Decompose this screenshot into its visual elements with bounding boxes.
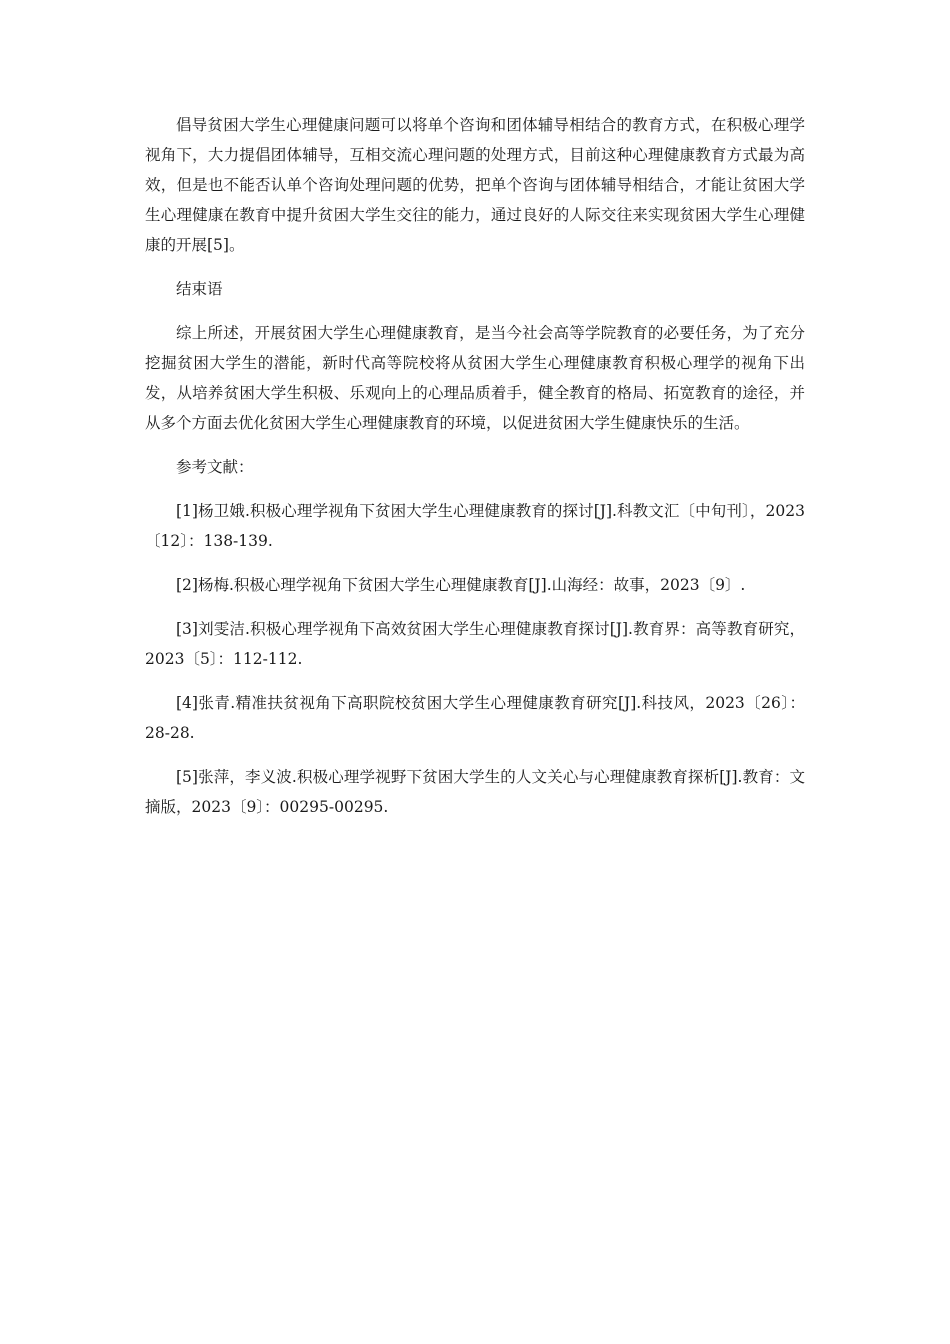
conclusion-paragraph: 综上所述，开展贫困大学生心理健康教育，是当今社会高等学院教育的必要任务，为了充分挖掘贫困大学生的潜能，新时代高等院校将从贫困大学生心理健康教育积极心理学的视角下出发，从培养贫困大学生积极、乐观向上的心理品质着手，健全教育的格局、拓宽教育的途径，并从多个方面去优化贫困大学生心理健康教育的环境，以促进贫困大学生健康快乐的生活。: [145, 324, 805, 432]
reference-item: [1]杨卫娥.积极心理学视角下贫困大学生心理健康教育的探讨[J].科教文汇〔中旬刊〕，2023〔12〕：138-139.: [145, 502, 805, 550]
reference-item: [3]刘雯洁.积极心理学视角下高效贫困大学生心理健康教育探讨[J].教育界：高等教育研究，2023〔5〕：112-112.: [145, 620, 805, 668]
reference-item: [5]张萍，李义波.积极心理学视野下贫困大学生的人文关心与心理健康教育探析[J].教育：文摘版，2023〔9〕：00295-00295.: [145, 768, 805, 816]
conclusion-heading: 结束语: [176, 280, 223, 298]
reference-item: [2]杨梅.积极心理学视角下贫困大学生心理健康教育[J].山海经：故事，2023〔9〕.: [176, 576, 746, 594]
body-paragraph-group-counseling: 倡导贫困大学生心理健康问题可以将单个咨询和团体辅导相结合的教育方式，在积极心理学视角下，大力提倡团体辅导，互相交流心理问题的处理方式，目前这种心理健康教育方式最为高效，但是也不能否认单个咨询处理问题的优势，把单个咨询与团体辅导相结合，才能让贫困大学生心理健康在教育中提升贫困大学生交往的能力，通过良好的人际交往来实现贫困大学生心理健康的开展[5]。: [145, 116, 805, 254]
references-heading: 参考文献：: [176, 458, 254, 476]
reference-list: [145, 496, 805, 822]
reference-item: [4]张青.精准扶贫视角下高职院校贫困大学生心理健康教育研究[J].科技风，2023〔26〕：28-28.: [145, 694, 805, 742]
document-body: [145, 110, 805, 836]
